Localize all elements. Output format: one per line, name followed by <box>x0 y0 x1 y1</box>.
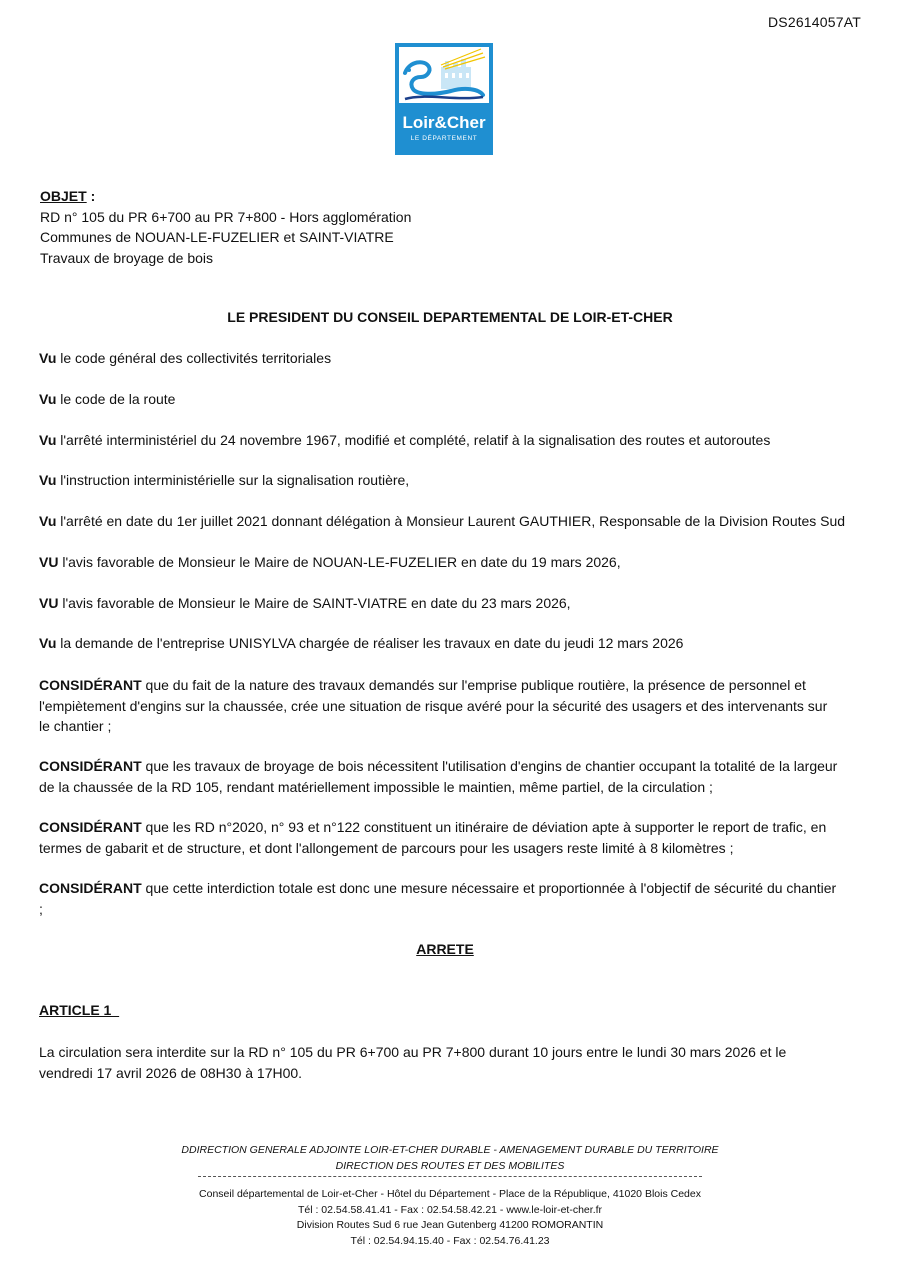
arrete-heading: ARRETE <box>416 941 474 957</box>
article-1-title: ARTICLE 1 <box>39 1002 120 1018</box>
visa-8: Vu la demande de l'entreprise UNISYLVA chargée de réaliser les travaux en date du jeudi 12 mars 2026 <box>39 635 684 651</box>
objet-line-1: RD n° 105 du PR 6+700 au PR 7+800 - Hors agglomération <box>40 208 412 225</box>
footer-division-line: Division Routes Sud 6 rue Jean Gutenberg 41200 ROMORANTIN <box>296 1219 604 1231</box>
visa-1: Vu le code général des collectivités territoriales <box>39 350 332 366</box>
visa-7: VU l'avis favorable de Monsieur le Maire de SAINT-VIATRE en date du 23 mars 2026, <box>39 595 571 611</box>
footer-direction-line: DDIRECTION GENERALE ADJOINTE LOIR-ET-CHER DURABLE - AMENAGEMENT DURABLE DU TERRITOIRE <box>181 1144 719 1156</box>
svg-text:LE DÉPARTEMENT: LE DÉPARTEMENT <box>410 135 478 142</box>
footer-separator <box>198 1176 702 1183</box>
objet-line-3: Travaux de broyage de bois <box>40 249 214 266</box>
considerant-1: CONSIDÉRANT que du fait de la nature des travaux demandés sur l'emprise publique routière, la présence de personnel et l'empiètement d'engins sur la chaussée, crée une situation de risque avéré pour la sécurité des usagers et des intervenants sur le chantier ; <box>39 677 828 734</box>
svg-text:Loir&Cher: Loir&Cher <box>402 113 486 132</box>
article-1-text: La circulation sera interdite sur la RD n° 105 du PR 6+700 au PR 7+800 durant 10 jours entre le lundi 30 mars 2026 et le vendredi 17 avril 2026 de 08H30 à 17H00. <box>39 1044 787 1081</box>
visa-4: Vu l'instruction interministérielle sur la signalisation routière, <box>39 472 410 488</box>
visa-5: Vu l'arrêté en date du 1er juillet 2021 donnant délégation à Monsieur Laurent GAUTHIER, Responsable de la Division Routes Sud <box>39 513 846 529</box>
considerant-4: CONSIDÉRANT que cette interdiction totale est donc une mesure nécessaire et proportionnée à l'objectif de sécurité du chantier ; <box>39 880 837 917</box>
considerant-2: CONSIDÉRANT que les travaux de broyage de bois nécessitent l'utilisation d'engins de chantier occupant la totalité de la largeur de la chaussée de la RD 105, rendant matériellement impossible le maintien, même partiel, de la circulation ; <box>39 758 838 795</box>
objet-heading: OBJET : <box>40 188 96 204</box>
president-heading: LE PRESIDENT DU CONSEIL DEPARTEMENTAL DE LOIR-ET-CHER <box>227 309 673 325</box>
visa-6: VU l'avis favorable de Monsieur le Maire de NOUAN-LE-FUZELIER en date du 19 mars 2026, <box>39 554 621 570</box>
footer-service-line: DIRECTION DES ROUTES ET DES MOBILITES <box>335 1159 565 1172</box>
loir-et-cher-logo <box>395 43 493 155</box>
footer-division-contact-line: Tél : 02.54.94.15.40 - Fax : 02.54.76.41.23 <box>350 1234 550 1247</box>
footer-contact-line: Tél : 02.54.58.41.41 - Fax : 02.54.58.42.21 - www.le-loir-et-cher.fr <box>297 1203 603 1216</box>
footer-address-line: Conseil départemental de Loir-et-Cher - Hôtel du Département - Place de la République, 41020 Blois Cedex <box>199 1188 701 1200</box>
objet-block <box>40 186 411 268</box>
considerant-3: CONSIDÉRANT que les RD n°2020, n° 93 et n°122 constituent un itinéraire de déviation apte à supporter le report de trafic, en termes de gabarit et de structure, et dont l'allongement de parcours pour les usagers reste limité à 8 kilomètres ; <box>39 819 827 856</box>
footer <box>0 1143 900 1249</box>
document-reference: DS2614057AT <box>767 14 861 30</box>
visa-3: Vu l'arrêté interministériel du 24 novembre 1967, modifié et complété, relatif à la signalisation des routes et autoroutes <box>39 432 771 448</box>
visa-2: Vu le code de la route <box>39 391 176 407</box>
objet-line-2: Communes de NOUAN-LE-FUZELIER et SAINT-VIATRE <box>40 229 394 245</box>
